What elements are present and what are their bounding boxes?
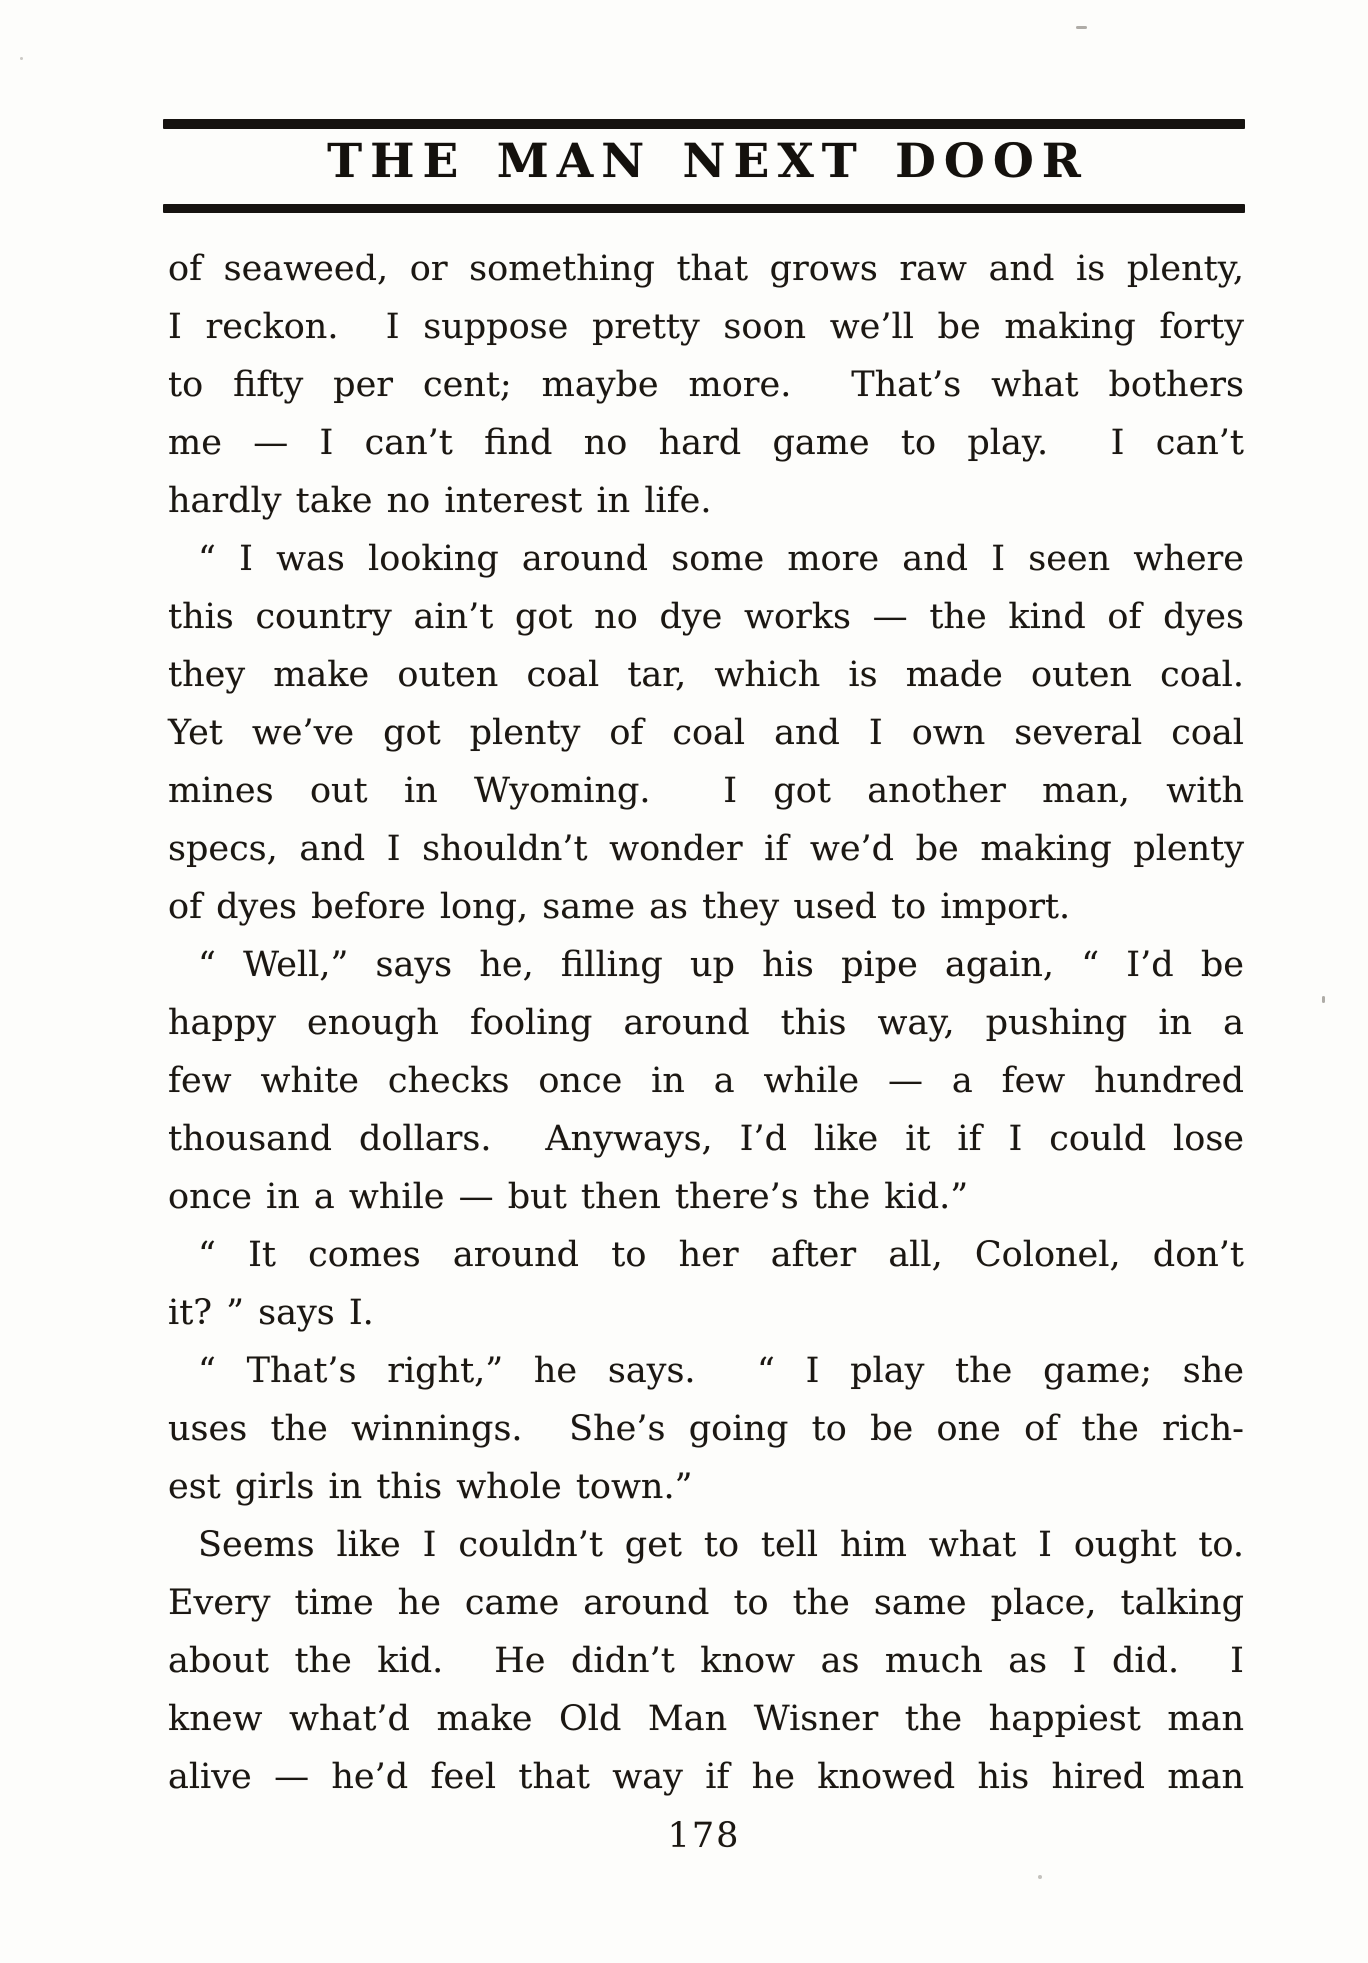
paragraph — [168, 1342, 1244, 1516]
text-line: happy enough fooling around this way, pushing in a — [168, 1003, 1244, 1043]
text-line: hardly take no interest in life. — [168, 481, 712, 521]
paragraph — [168, 530, 1244, 936]
text-line: to fifty per cent; maybe more. That’s what bothers — [168, 365, 1244, 405]
paragraph — [168, 1516, 1244, 1806]
text-line: “ That’s right,” he says. “ I play the game; she — [198, 1351, 1244, 1391]
header-rule-bottom — [163, 204, 1245, 213]
paragraph — [168, 936, 1244, 1226]
scan-speck — [1322, 996, 1325, 1003]
text-line: “ Well,” says he, filling up his pipe again, “ I’d be — [198, 945, 1244, 985]
text-line: Yet we’ve got plenty of coal and I own several coal — [168, 713, 1244, 753]
paragraph — [168, 1226, 1244, 1342]
text-line: uses the winnings. She’s going to be one of the rich- — [168, 1409, 1244, 1449]
text-line: Seems like I couldn’t get to tell him what I ought to. — [198, 1525, 1244, 1565]
text-line: est girls in this whole town.” — [168, 1467, 693, 1507]
text-line: of seaweed, or something that grows raw and is plenty, — [168, 249, 1244, 289]
text-line: few white checks once in a while — a few hundred — [168, 1061, 1244, 1101]
text-line: about the kid. He didn’t know as much as I did. I — [168, 1641, 1244, 1681]
text-line: “ I was looking around some more and I seen where — [198, 539, 1244, 579]
text-line: of dyes before long, same as they used to import. — [168, 887, 1071, 927]
text-line: thousand dollars. Anyways, I’d like it if I could lose — [168, 1119, 1244, 1159]
text-line: me — I can’t find no hard game to play. I can’t — [168, 423, 1244, 463]
header-rule-top — [163, 119, 1245, 129]
text-line: mines out in Wyoming. I got another man, with — [168, 771, 1244, 811]
scan-speck — [20, 57, 23, 60]
page-title: THE MAN NEXT DOOR — [327, 134, 1089, 189]
text-line: it? ” says I. — [168, 1293, 374, 1333]
text-line: they make outen coal tar, which is made outen coal. — [168, 655, 1244, 695]
paragraph — [168, 240, 1244, 530]
text-line: Every time he came around to the same place, talking — [168, 1583, 1244, 1623]
text-line: “ It comes around to her after all, Colonel, don’t — [198, 1235, 1244, 1275]
text-line: knew what’d make Old Man Wisner the happiest man — [168, 1699, 1244, 1739]
scan-speck — [1076, 26, 1087, 29]
text-line: specs, and I shouldn’t wonder if we’d be making plenty — [168, 829, 1244, 869]
page-body — [168, 240, 1244, 1806]
text-line: once in a while — but then there’s the kid.” — [168, 1177, 969, 1217]
page-number: 178 — [667, 1816, 741, 1856]
text-line: I reckon. I suppose pretty soon we’ll be making forty — [168, 307, 1244, 347]
text-line: this country ain’t got no dye works — the kind of dyes — [168, 597, 1244, 637]
scan-speck — [1038, 1875, 1042, 1879]
text-line: alive — he’d feel that way if he knowed his hired man — [168, 1757, 1244, 1797]
